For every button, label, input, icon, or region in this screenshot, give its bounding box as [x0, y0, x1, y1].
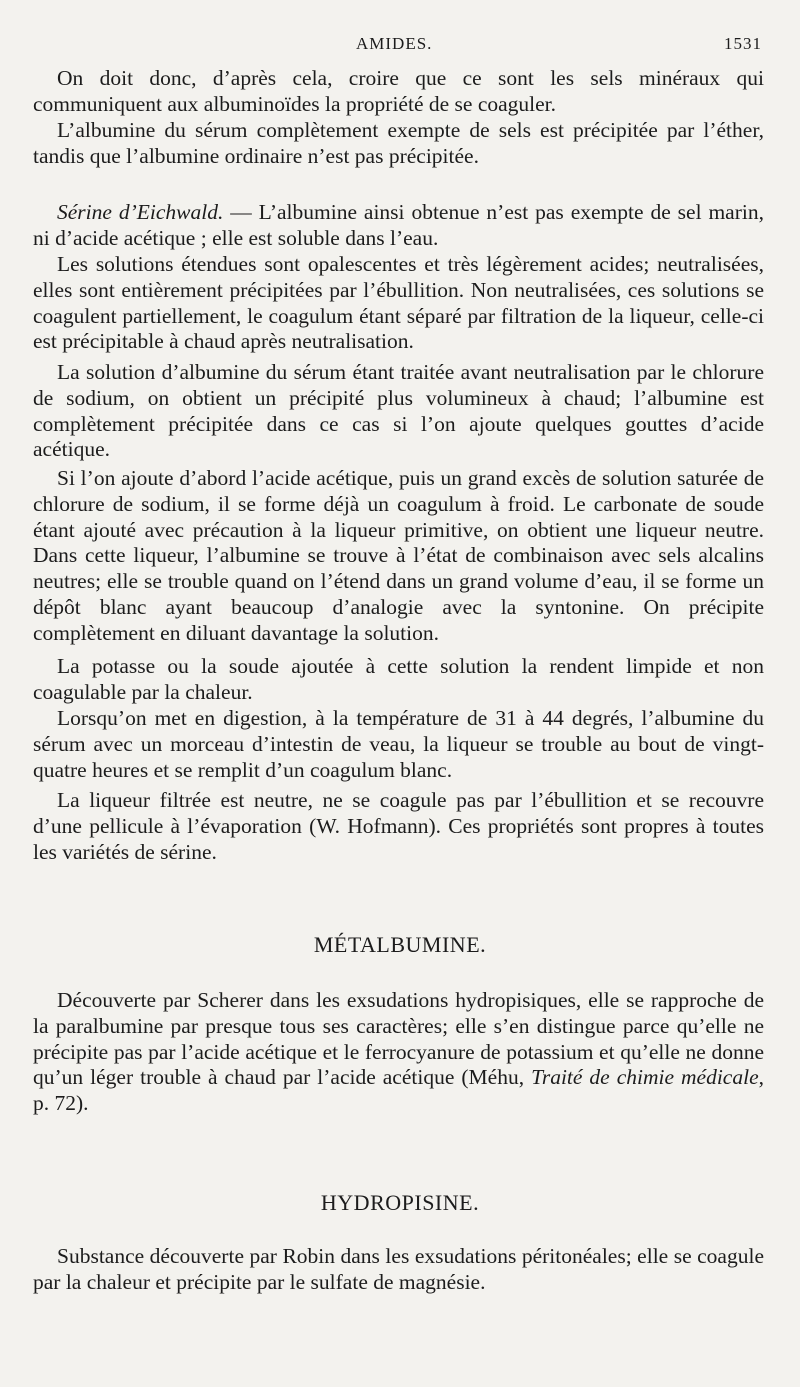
page-header — [0, 34, 800, 56]
metalbumine-reference: Traité de chimie médicale — [531, 1065, 759, 1090]
metalbumine-paragraph — [33, 988, 764, 1117]
paragraph-5: La solution d’albumine du sérum étant traitée avant neutralisation par le chlorure de sodium, on obtient un précipité plus volumineux à chaud; l’albumine est complètement précipitée dans ce cas si l’on ajoute quelques gouttes d’acide acétique. — [33, 360, 764, 462]
paragraph-7: La potasse ou la soude ajoutée à cette solution la rendent limpide et non coagulable par la chaleur. — [33, 654, 764, 704]
paragraph-6: Si l’on ajoute d’abord l’acide acétique, puis un grand excès de solution saturée de chlorure de sodium, il se forme déjà un coagulum à froid. Le carbonate de soude étant ajouté avec précaution à la liqueur primitive, on obtient une liqueur neutre. Dans cette liqueur, l’albumine se trouve à l’état de combinaison avec sels alcalins neutres; elle se trouble quand on l’étend dans un grand volume d’eau, il se forme un dépôt blanc ayant beaucoup d’analogie avec la syntonine. On précipite complètement en diluant davantage la solution. — [33, 466, 764, 645]
paragraph-4: Les solutions étendues sont opalescentes et très légèrement acides; neutralisées, elles sont entièrement précipitées par l’ébullition. Non neutralisées, ces solutions se coagulent partiellement, le coagulum étant séparé par filtration de la liqueur, celle-ci est précipitable à chaud après neutralisation. — [33, 252, 764, 354]
hydropisine-title: HYDROPISINE. — [320, 1190, 480, 1215]
metalbumine-text-end: , p. 72). — [33, 1065, 764, 1116]
serine-text: — L’albumine ainsi obtenue n’est pas exempte de sel marin, ni d’acide acétique ; elle est soluble dans l’eau. — [33, 200, 764, 250]
running-title: AMIDES. — [356, 34, 433, 53]
metalbumine-title: MÉTALBUMINE. — [313, 932, 487, 957]
page-number: 1531 — [724, 34, 762, 53]
serine-heading: Sérine d’Eichwald. — [57, 200, 224, 224]
paragraph-2: L’albumine du sérum complètement exempte de sels est précipitée par l’éther, tandis que l’albumine ordinaire n’est pas précipitée. — [33, 118, 764, 168]
paragraph-serine — [33, 200, 764, 252]
paragraph-1: On doit donc, d’après cela, croire que ce sont les sels minéraux qui communiquent aux albuminoïdes la propriété de se coaguler. — [33, 66, 764, 116]
hydropisine-paragraph: Substance découverte par Robin dans les exsudations péritonéales; elle se coagule par la chaleur et précipite par le sulfate de magnésie. — [33, 1244, 764, 1294]
paragraph-9: La liqueur filtrée est neutre, ne se coagule pas par l’ébullition et se recouvre d’une pellicule à l’évaporation (W. Hofmann). Ces propriétés sont propres à toutes les variétés de sérine. — [33, 788, 764, 864]
paragraph-8: Lorsqu’on met en digestion, à la température de 31 à 44 degrés, l’albumine du sérum avec un morceau d’intestin de veau, la liqueur se trouble au bout de vingt-quatre heures et se remplit d’un coagulum blanc. — [33, 706, 764, 782]
metalbumine-text: Découverte par Scherer dans les exsudations hydropisiques, elle se rapproche de la paralbumine par presque tous ses caractères; elle s’en distingue parce qu’elle ne précipite pas par l’acide acétique et le ferrocyanure de potassium et qu’elle ne donne qu’un léger trouble à chaud par l’acide acétique (Méhu, — [33, 988, 764, 1090]
